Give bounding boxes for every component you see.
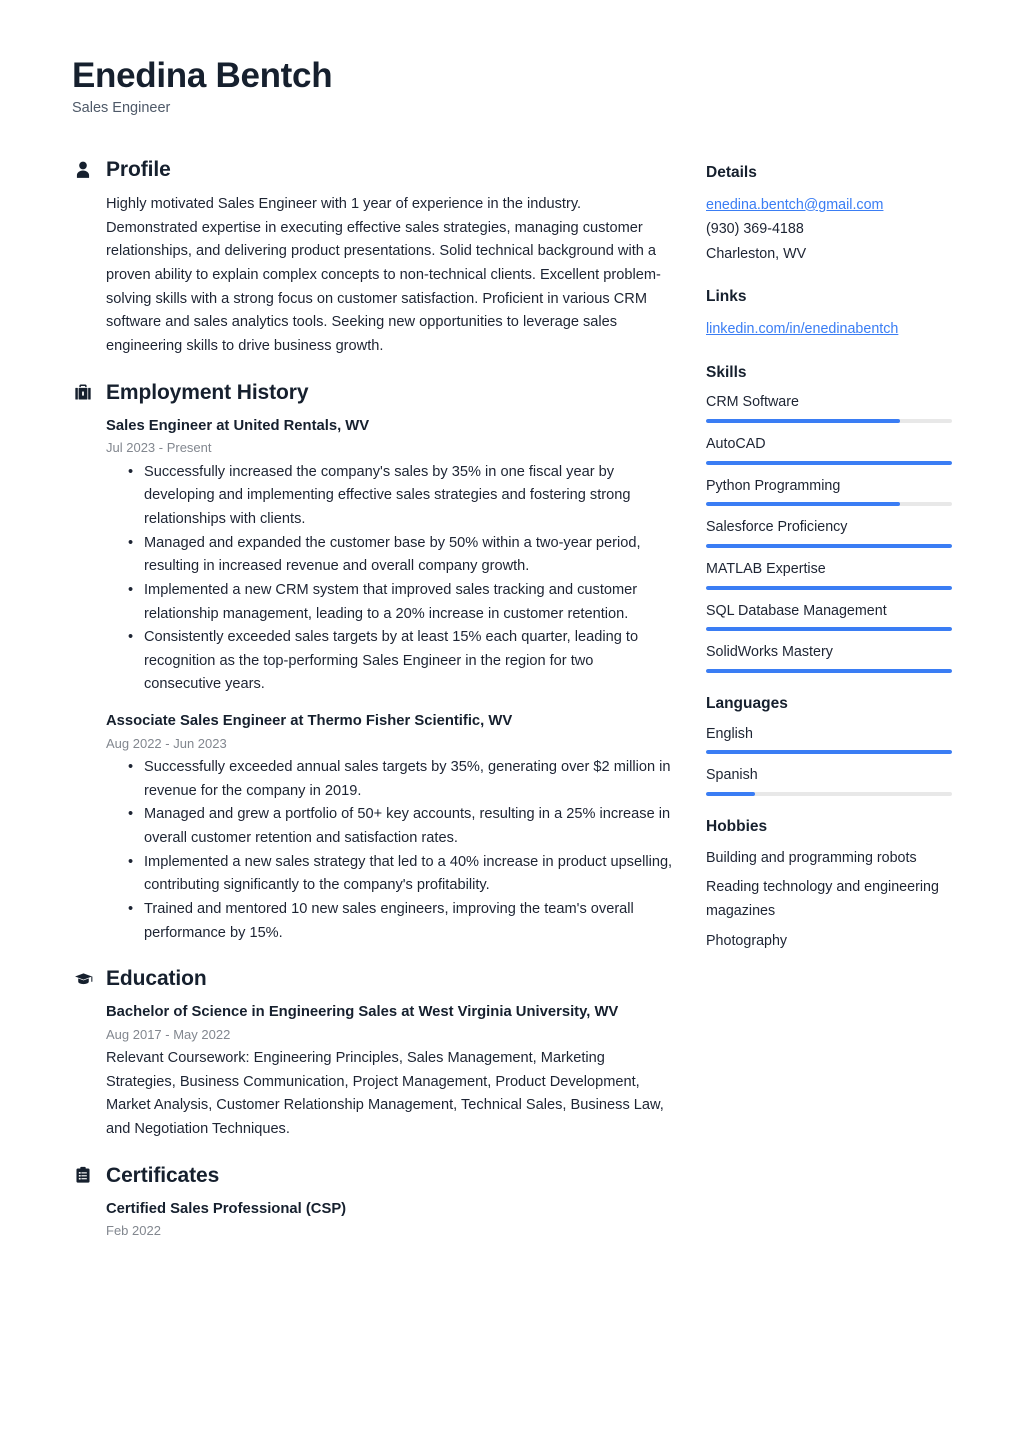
job-bullet: • Consistently exceeded sales targets by at least 15% each quarter, leading to recognition as the top-performing Sales Engineer in the region for two consecutive years. [128, 626, 674, 697]
sidebar-block-hobbies [706, 818, 952, 953]
sidebar-block-languages [706, 695, 952, 796]
language-level-bar [706, 750, 952, 754]
email-link[interactable]: enedina.bentch@gmail.com [706, 196, 884, 213]
job-bullet: • Successfully exceeded annual sales targets by 35%, generating over $2 million in revenue for the company in 2019. [128, 756, 674, 803]
section-body-profile [72, 193, 674, 358]
candidate-name: Enedina Bentch [72, 56, 333, 95]
section-body-education [72, 1002, 674, 1142]
skill-item [706, 434, 952, 465]
hobby-item: Reading technology and engineering magazines [706, 879, 939, 919]
language-label: English [706, 725, 753, 742]
skill-label: Python Programming [706, 477, 841, 494]
resume-header [72, 56, 952, 118]
skill-item [706, 476, 952, 507]
education-entry [106, 1002, 674, 1142]
language-level-fill [706, 792, 755, 796]
skill-item [706, 601, 952, 632]
briefcase-icon [72, 381, 94, 403]
skill-level-fill [706, 586, 952, 590]
section-header-education [72, 967, 674, 990]
skill-level-bar [706, 502, 952, 506]
language-item [706, 724, 952, 755]
user-icon [72, 159, 94, 181]
education-description: Relevant Coursework: Engineering Principles, Sales Management, Marketing Strategies, Business Communication, Project Management, Product Development, Market Analysis, Customer Relationship Management, Technical Sales, Business Law, and Negotiation Techniques. [106, 1050, 664, 1138]
skill-label: CRM Software [706, 394, 799, 411]
skill-level-fill [706, 544, 952, 548]
profile-summary: Highly motivated Sales Engineer with 1 year of experience in the industry. Demonstrated expertise in executing effective sales strategies, managing customer relationships, and delivering product presentations. Solid technical background with a proven ability to explain complex concepts to non-technical clients. Excellent problem-solving skills with a strong focus on customer satisfaction. Proficient in various CRM software and sales analytics tools. Seeking new opportunities to leverage sales engineering skills to drive business growth. [106, 196, 661, 354]
skill-level-bar [706, 544, 952, 548]
degree-title: Bachelor of Science in Engineering Sales at West Virginia University, WV [106, 1004, 619, 1021]
skill-level-fill [706, 627, 952, 631]
phone-number: (930) 369-4188 [706, 221, 804, 238]
education-date-range: Aug 2017 - May 2022 [106, 1026, 231, 1042]
section-header-employment [72, 381, 674, 404]
graduation-cap-icon [72, 968, 94, 990]
job-bullet-list [106, 756, 674, 945]
job-bullet: • Trained and mentored 10 new sales engineers, improving the team's overall performance by 15%. [128, 898, 674, 945]
hobby-item: Building and programming robots [706, 849, 917, 866]
language-level-fill [706, 750, 952, 754]
sidebar-block-skills [706, 364, 952, 674]
section-title-profile: Profile [106, 158, 171, 182]
skill-level-bar [706, 627, 952, 631]
job-date-range: Aug 2022 - Jun 2023 [106, 735, 227, 751]
section-employment-history [72, 381, 674, 946]
sidebar-column [706, 158, 952, 975]
section-profile [72, 158, 674, 359]
resume-columns [72, 158, 952, 1263]
section-education [72, 967, 674, 1142]
skill-level-bar [706, 461, 952, 465]
clipboard-icon [72, 1164, 94, 1186]
skill-item [706, 517, 952, 548]
skill-label: MATLAB Expertise [706, 561, 826, 577]
language-label: Spanish [706, 767, 758, 784]
job-title: Sales Engineer at United Rentals, WV [106, 417, 370, 434]
section-header-certificates [72, 1164, 674, 1187]
skill-label: Salesforce Proficiency [706, 519, 848, 536]
job-bullet: • Successfully increased the company's sales by 35% in one fiscal year by developing and implementing effective sales strategies and fostering strong relationships with clients. [128, 461, 674, 532]
skill-level-bar [706, 586, 952, 590]
employment-entry [106, 416, 674, 697]
skill-item [706, 642, 952, 673]
job-bullet: • Managed and grew a portfolio of 50+ key accounts, resulting in a 25% increase in overall customer retention and satisfaction rates. [128, 803, 674, 850]
section-header-profile [72, 158, 674, 181]
section-body-employment [72, 416, 674, 945]
skill-level-fill [706, 419, 900, 423]
skill-label: SolidWorks Mastery [706, 644, 833, 661]
section-title-employment: Employment History [106, 380, 309, 404]
candidate-job-title: Sales Engineer [72, 100, 171, 117]
sidebar-title-hobbies: Hobbies [706, 818, 768, 836]
job-bullet: • Implemented a new CRM system that improved sales tracking and customer relationship management, leading to a 20% increase in customer retention. [128, 579, 674, 626]
certificate-entry [106, 1199, 674, 1241]
sidebar-block-details [706, 164, 952, 266]
skill-item [706, 392, 952, 423]
language-level-bar [706, 792, 952, 796]
sidebar-title-details: Details [706, 164, 757, 182]
skill-level-fill [706, 502, 900, 506]
skill-item [706, 559, 952, 590]
section-body-certificates [72, 1199, 674, 1241]
location-text: Charleston, WV [706, 245, 807, 262]
skill-level-fill [706, 669, 952, 673]
skill-level-bar [706, 669, 952, 673]
section-title-certificates: Certificates [106, 1163, 220, 1187]
main-column [72, 158, 674, 1263]
sidebar-title-skills: Skills [706, 363, 747, 381]
section-title-education: Education [106, 967, 207, 991]
certificate-title: Certified Sales Professional (CSP) [106, 1200, 347, 1217]
section-certificates [72, 1164, 674, 1241]
certificate-date: Feb 2022 [106, 1223, 161, 1239]
job-bullet: • Implemented a new sales strategy that led to a 40% increase in product upselling, contributing significantly to the company's profitability. [128, 851, 674, 898]
job-bullet-list [106, 461, 674, 697]
sidebar-title-languages: Languages [706, 695, 788, 713]
job-title: Associate Sales Engineer at Thermo Fisher Scientific, WV [106, 713, 513, 730]
job-bullet: • Managed and expanded the customer base by 50% within a two-year period, resulting in increased revenue and overall company growth. [128, 532, 674, 579]
skill-label: SQL Database Management [706, 602, 887, 619]
language-item [706, 765, 952, 796]
sidebar-title-links: Links [706, 288, 747, 306]
job-date-range: Jul 2023 - Present [106, 440, 212, 456]
sidebar-block-links [706, 288, 952, 341]
skill-label: AutoCAD [706, 435, 766, 452]
skill-level-bar [706, 419, 952, 423]
hobby-item: Photography [706, 932, 788, 949]
employment-entry [106, 711, 674, 945]
skill-level-fill [706, 461, 952, 465]
linkedin-link[interactable]: linkedin.com/in/enedinabentch [706, 320, 899, 337]
